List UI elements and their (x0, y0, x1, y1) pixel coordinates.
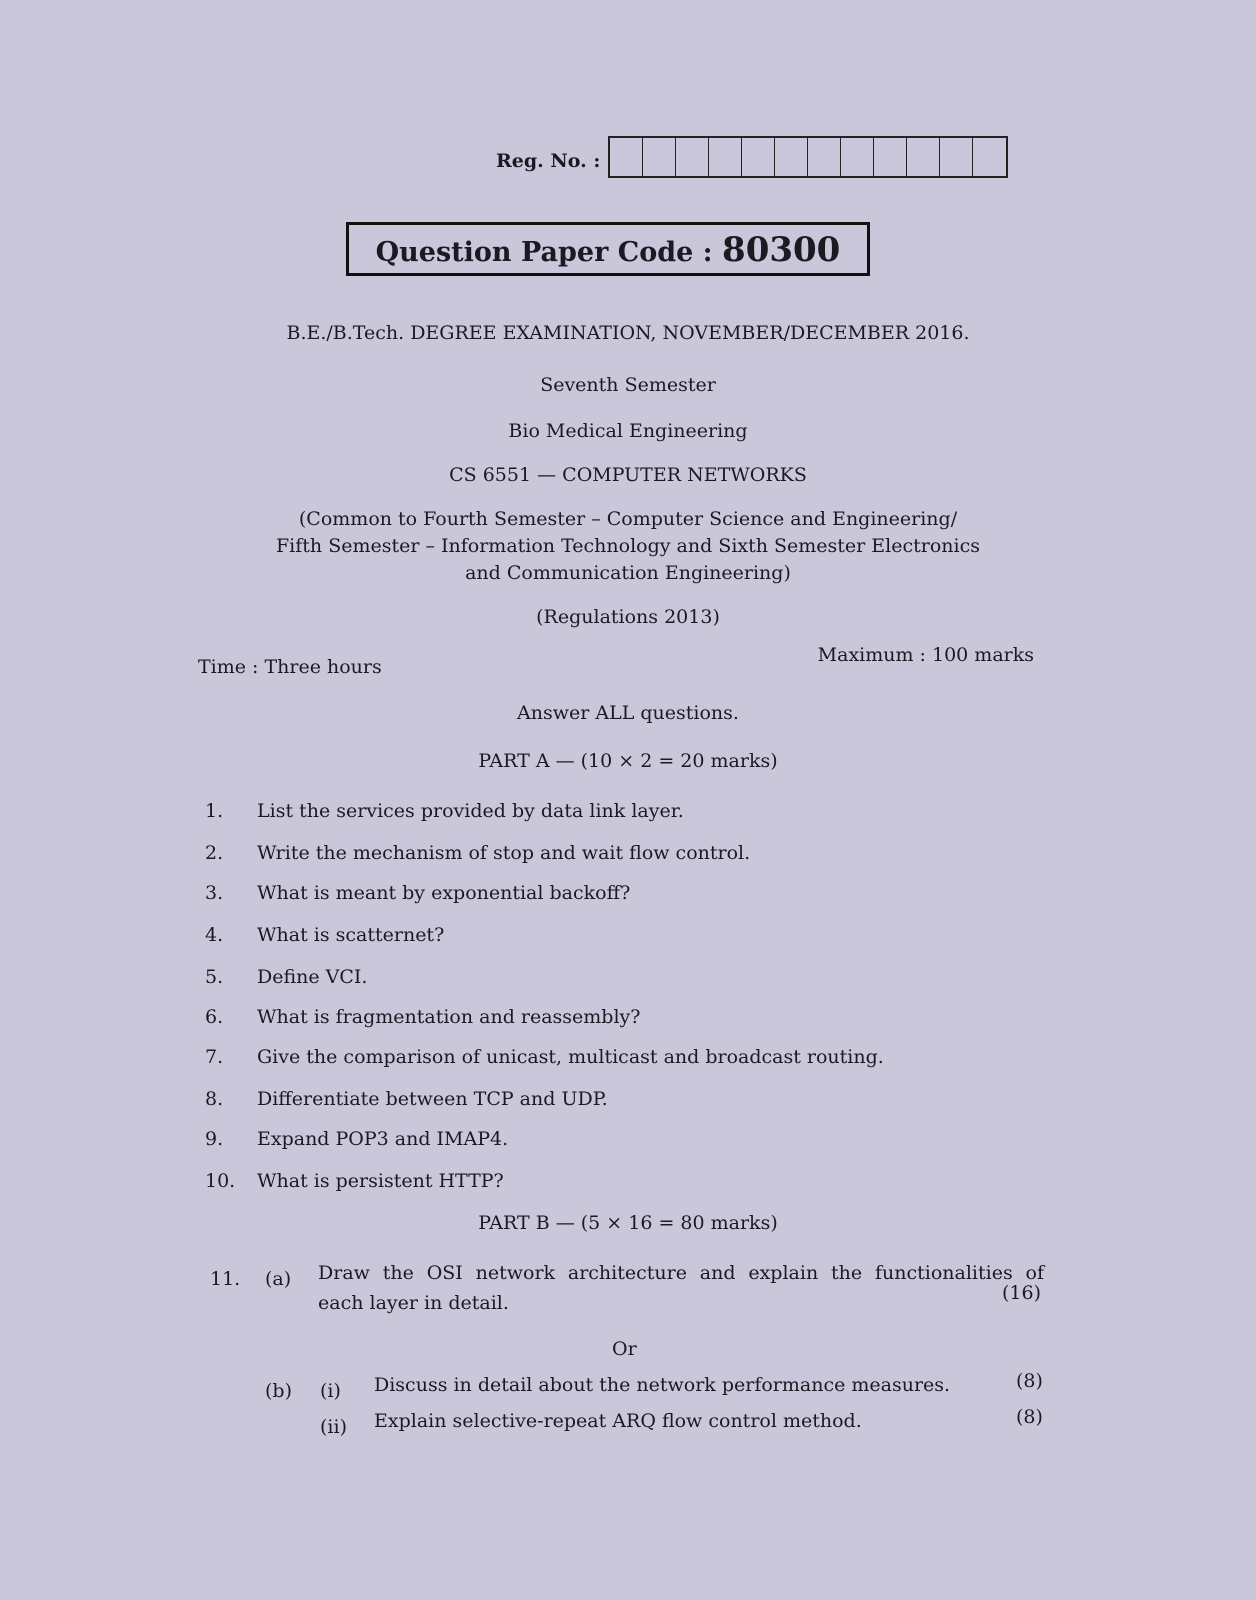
q-number: 11. (210, 1268, 241, 1290)
question-number: 6. (205, 1006, 224, 1028)
question-text: What is persistent HTTP? (257, 1170, 504, 1192)
qpc-label: Question Paper Code : (375, 237, 713, 268)
reg-no-digit-box[interactable] (907, 138, 940, 176)
question-text: Expand POP3 and IMAP4. (257, 1128, 509, 1150)
reg-no-digit-box[interactable] (940, 138, 973, 176)
reg-no-digit-box[interactable] (841, 138, 874, 176)
time-allowed: Time : Three hours (198, 656, 382, 678)
reg-no-boxes[interactable] (608, 136, 1008, 178)
reg-no-digit-box[interactable] (709, 138, 742, 176)
question-number: 2. (205, 842, 224, 864)
sub-part-label: (i) (320, 1380, 341, 1402)
maximum-marks: Maximum : 100 marks (817, 644, 1034, 666)
q11b-i-text: Discuss in detail about the network performance measures. (374, 1374, 951, 1396)
common-line-3: and Communication Engineering) (465, 562, 791, 584)
reg-no-digit-box[interactable] (973, 138, 1006, 176)
common-line-1: (Common to Fourth Semester – Computer Science and Engineering/ (298, 508, 958, 530)
question-text: List the services provided by data link layer. (257, 800, 684, 822)
question-number: 9. (205, 1128, 224, 1150)
reg-no-digit-box[interactable] (775, 138, 808, 176)
question-number: 4. (205, 924, 224, 946)
or-separator: Or (612, 1338, 637, 1360)
reg-no-label: Reg. No. : (496, 150, 601, 172)
question-number: 8. (205, 1088, 224, 1110)
reg-no-digit-box[interactable] (808, 138, 841, 176)
q-part-label: (a) (265, 1268, 292, 1290)
question-text: What is fragmentation and reassembly? (257, 1006, 641, 1028)
part-a-title: PART A — (10 × 2 = 20 marks) (478, 750, 778, 772)
reg-no-digit-box[interactable] (610, 138, 643, 176)
qpc-value: 80300 (722, 230, 841, 270)
q11b-i-marks: (8) (1016, 1370, 1043, 1392)
q11b-ii-text: Explain selective-repeat ARQ flow control method. (374, 1410, 862, 1432)
question-number: 7. (205, 1046, 224, 1068)
semester: Seventh Semester (540, 374, 716, 396)
reg-no-digit-box[interactable] (742, 138, 775, 176)
reg-no-digit-box[interactable] (676, 138, 709, 176)
subject: CS 6551 — COMPUTER NETWORKS (449, 464, 807, 486)
question-text: Write the mechanism of stop and wait flow control. (257, 842, 751, 864)
regulations: (Regulations 2013) (536, 606, 720, 628)
question-number: 5. (205, 966, 224, 988)
degree-line: B.E./B.Tech. DEGREE EXAMINATION, NOVEMBER/DECEMBER 2016. (286, 322, 970, 344)
branch: Bio Medical Engineering (508, 420, 748, 442)
q-part-label: (b) (265, 1380, 292, 1402)
part-b-title: PART B — (5 × 16 = 80 marks) (478, 1212, 778, 1234)
question-text: What is scatternet? (257, 924, 445, 946)
reg-no-digit-box[interactable] (643, 138, 676, 176)
q11b-ii-marks: (8) (1016, 1406, 1043, 1428)
question-number: 3. (205, 882, 224, 904)
common-line-2: Fifth Semester – Information Technology and Sixth Semester Electronics (276, 535, 980, 557)
reg-no-digit-box[interactable] (874, 138, 907, 176)
question-text: Give the comparison of unicast, multicast and broadcast routing. (257, 1046, 884, 1068)
sub-part-label: (ii) (320, 1416, 347, 1438)
question-text: Differentiate between TCP and UDP. (257, 1088, 608, 1110)
instruction: Answer ALL questions. (517, 702, 739, 724)
q11a-line-1: Draw the OSI network architecture and explain the functionalities of (318, 1262, 1044, 1284)
q11a-line-2: each layer in detail. (318, 1292, 509, 1314)
question-text: Define VCI. (257, 966, 368, 988)
question-number: 1. (205, 800, 224, 822)
q11a-marks: (16) (1002, 1282, 1042, 1304)
question-text: What is meant by exponential backoff? (257, 882, 631, 904)
question-paper-code-box (346, 222, 870, 276)
question-number: 10. (205, 1170, 236, 1192)
